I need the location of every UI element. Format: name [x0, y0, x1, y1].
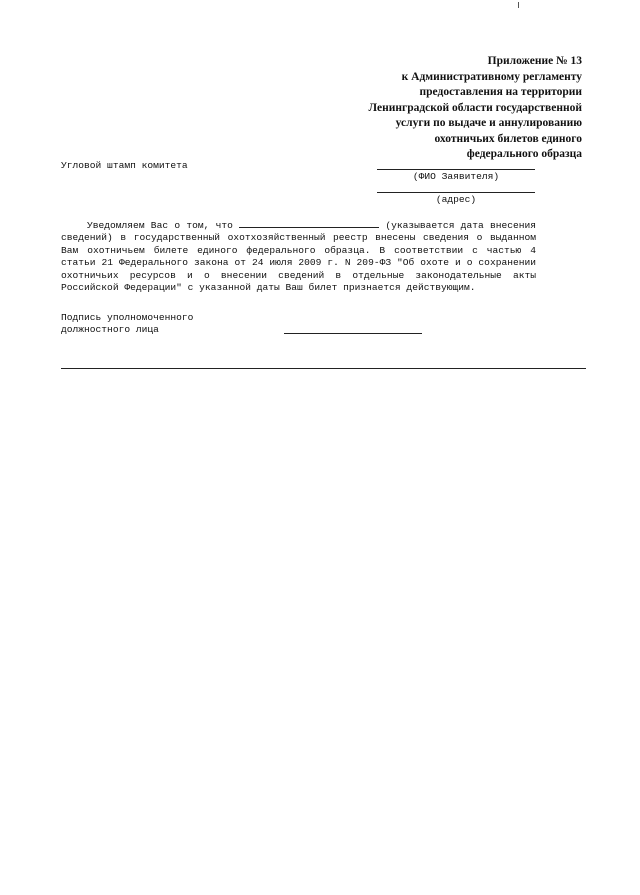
signature-label-line: должностного лица: [61, 324, 159, 336]
appendix-line: охотничьих билетов единого: [434, 132, 582, 145]
appendix-header: [322, 54, 582, 163]
appendix-line: услуги по выдаче и аннулированию: [395, 117, 582, 129]
date-blank-line: [239, 218, 379, 228]
applicant-name-caption: (ФИО Заявителя): [412, 171, 500, 182]
appendix-line: предоставления на территории: [419, 86, 582, 98]
appendix-line: федерального образца: [466, 148, 582, 160]
address-line: [377, 192, 535, 193]
appendix-title: Приложение № 13: [487, 55, 582, 67]
signature-label-line: Подпись уполномоченного: [61, 312, 194, 323]
corner-stamp-label: Угловой штамп комитета: [61, 160, 188, 171]
notice-paragraph: [61, 218, 536, 294]
notice-rest: (указывается дата внесения сведений) в государственный охотхозяйственный реестр внесены сведения о выданном Вам охотничьем билете единого федерального образца. В соответствии с частью 4 статьи 21 Федерального закона от 24 июля 2009 г. N 209-ФЗ "Об охоте и о сохранении охотничьих ресурсов и о внесении сведений в отдельные законодательные акты Российской Федерации" с указанной даты Ваш билет признается действующим.: [61, 220, 537, 294]
signature-line: [284, 333, 422, 334]
address-caption: (адрес): [435, 194, 477, 205]
bottom-rule: [61, 368, 586, 369]
signature-label: [61, 312, 261, 337]
notice-lead: Уведомляем Вас о том, что: [87, 220, 233, 231]
appendix-line: Ленинградской области государственной: [368, 101, 582, 114]
scan-speck: [518, 2, 519, 8]
applicant-name-line: [377, 169, 535, 170]
appendix-line: к Административному регламенту: [401, 70, 582, 83]
